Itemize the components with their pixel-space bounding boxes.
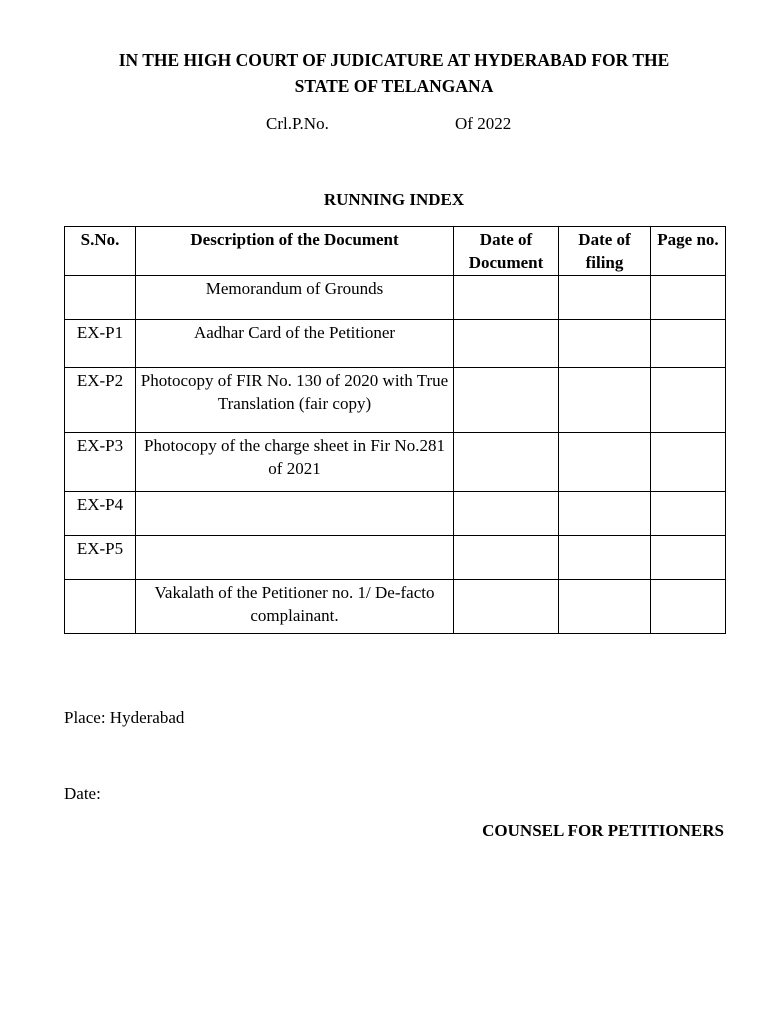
cell-description: Photocopy of the charge sheet in Fir No.281 of 2021: [136, 433, 454, 492]
cell-sno: EX-P2: [65, 368, 136, 433]
table-row: [65, 320, 726, 368]
cell-sno: [65, 276, 136, 320]
cell-date-of-document: [454, 580, 559, 634]
cell-sno: [65, 580, 136, 634]
cell-date-of-filing: [559, 368, 651, 433]
cell-description: [136, 536, 454, 580]
cell-date-of-filing: [559, 433, 651, 492]
cell-date-of-filing: [559, 276, 651, 320]
cell-sno: EX-P5: [65, 536, 136, 580]
cell-page-no: [651, 320, 726, 368]
cell-page-no: [651, 580, 726, 634]
cell-date-of-document: [454, 276, 559, 320]
cell-page-no: [651, 368, 726, 433]
cell-date-of-document: [454, 433, 559, 492]
table-row: [65, 536, 726, 580]
cell-date-of-document: [454, 368, 559, 433]
cell-date-of-document: [454, 536, 559, 580]
table-row: [65, 492, 726, 536]
cell-description: Vakalath of the Petitioner no. 1/ De-facto complainant.: [136, 580, 454, 634]
column-header-page-no: Page no.: [651, 227, 726, 276]
court-title-line-2: STATE OF TELANGANA: [294, 76, 494, 96]
cell-description: Aadhar Card of the Petitioner: [136, 320, 454, 368]
table-row: [65, 368, 726, 433]
court-title-line-1: IN THE HIGH COURT OF JUDICATURE AT HYDERABAD FOR THE: [118, 50, 670, 70]
table-row: [65, 276, 726, 320]
cell-date-of-document: [454, 320, 559, 368]
cell-date-of-filing: [559, 580, 651, 634]
column-header-description: Description of the Document: [136, 227, 454, 276]
index-title: RUNNING INDEX: [323, 190, 465, 209]
table-row: [65, 433, 726, 492]
case-number-line: [0, 114, 768, 136]
cell-description: Photocopy of FIR No. 130 of 2020 with True Translation (fair copy): [136, 368, 454, 433]
case-year: Of 2022: [455, 114, 512, 133]
cell-description: [136, 492, 454, 536]
cell-date-of-filing: [559, 536, 651, 580]
cell-page-no: [651, 492, 726, 536]
cell-date-of-filing: [559, 320, 651, 368]
cell-sno: EX-P4: [65, 492, 136, 536]
column-header-date-of-document: Date of Document: [454, 227, 559, 276]
cell-sno: EX-P1: [65, 320, 136, 368]
running-index-table: [64, 226, 726, 634]
column-header-sno: S.No.: [65, 227, 136, 276]
table-header-row: [65, 227, 726, 276]
cell-sno: EX-P3: [65, 433, 136, 492]
cell-page-no: [651, 276, 726, 320]
cell-page-no: [651, 536, 726, 580]
date-line: Date:: [64, 784, 101, 803]
court-title: [40, 47, 748, 99]
column-header-date-of-filing: Date of filing: [559, 227, 651, 276]
table-row: [65, 580, 726, 634]
cell-date-of-document: [454, 492, 559, 536]
cell-page-no: [651, 433, 726, 492]
cell-description: Memorandum of Grounds: [136, 276, 454, 320]
counsel-signature: COUNSEL FOR PETITIONERS: [482, 821, 724, 840]
cell-date-of-filing: [559, 492, 651, 536]
place-line: Place: Hyderabad: [64, 708, 185, 727]
case-number-label: Crl.P.No.: [266, 114, 329, 133]
